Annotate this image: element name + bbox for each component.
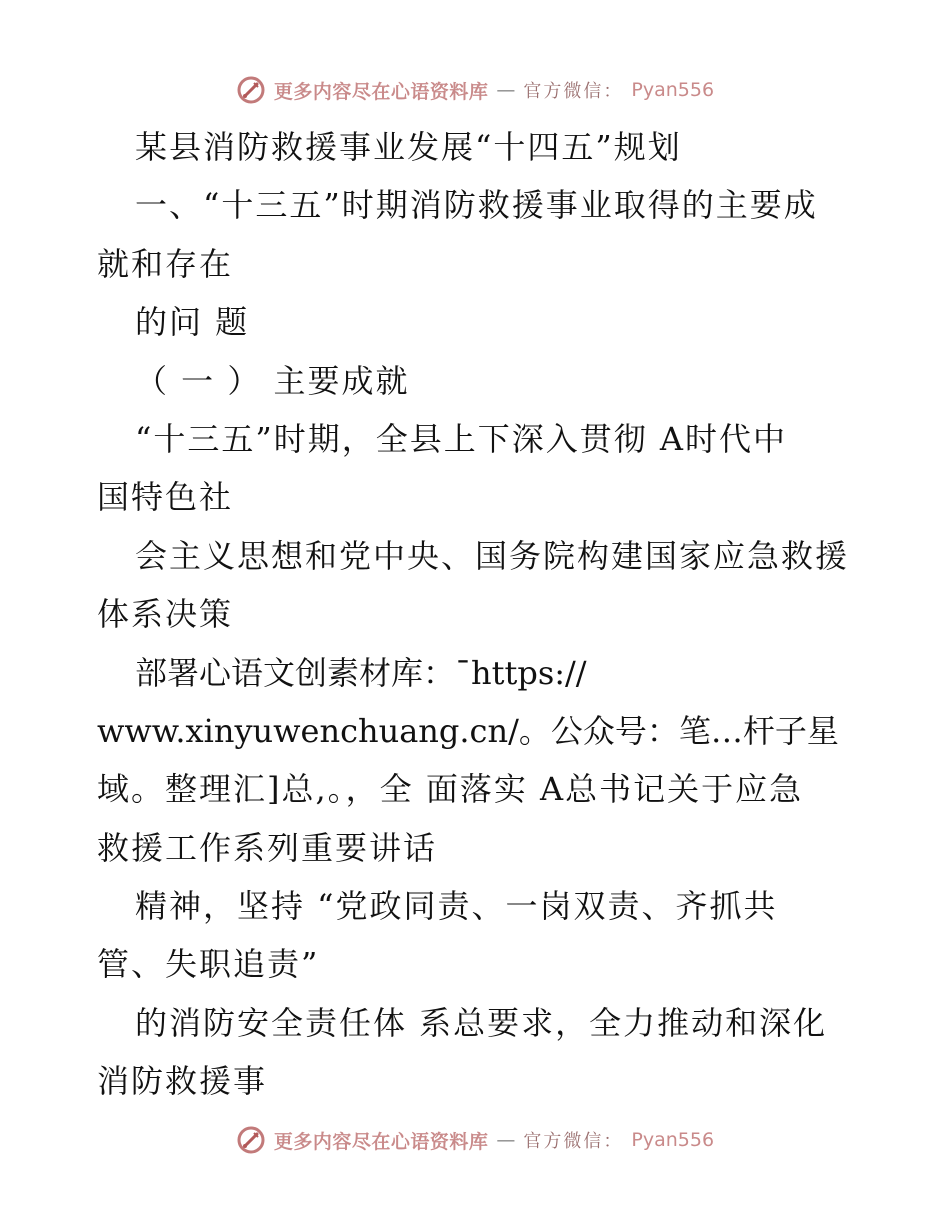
doc-line: 会主义思想和党中央、国务院构建国家应急救援	[135, 536, 850, 575]
pen-logo-icon	[236, 1125, 266, 1155]
doc-line: “十三五”时期，全县上下深入贯彻 A时代中	[135, 419, 788, 458]
banner-wechat-id: Pyan556	[631, 1129, 715, 1151]
banner-wechat-id: Pyan556	[631, 79, 715, 101]
doc-line: 精神，坚持 “党政同责、一岗双责、齐抓共	[135, 887, 778, 926]
footer-watermark-banner	[0, 1120, 950, 1160]
doc-line: www.xinyuwenchuang.cn/。公众号：笔…杆子星	[97, 711, 839, 750]
doc-line: 消防救援事	[97, 1062, 268, 1101]
doc-line: 的消防安全责任体 系总要求，全力推动和深化	[135, 1003, 828, 1042]
banner-library-text: 更多内容尽在心语资料库	[273, 1130, 489, 1153]
doc-line: 部署心语文创素材库：¯https://	[135, 653, 587, 692]
banner-wechat-label: 官方微信：	[523, 81, 624, 102]
header-watermark-banner	[0, 70, 950, 110]
pen-logo-icon	[236, 75, 266, 105]
doc-line: 体系决策	[97, 595, 234, 634]
doc-line: 一、“十三五”时期消防救援事业取得的主要成	[135, 186, 818, 225]
doc-line: 域。整理汇]总,。，全 面落实 A总书记关于应急	[97, 770, 804, 809]
doc-section-heading: （ 一 ） 主要成就	[135, 361, 410, 400]
banner-dash: —	[496, 79, 516, 101]
document-body	[97, 118, 867, 1111]
doc-line: 就和存在	[97, 244, 234, 283]
doc-line: 管、失职追责”	[97, 945, 320, 984]
banner-library-text: 更多内容尽在心语资料库	[273, 80, 489, 103]
banner-wechat-label: 官方微信：	[523, 1131, 624, 1152]
banner-dash: —	[496, 1129, 516, 1151]
doc-line: 的问 题	[135, 303, 250, 342]
doc-title: 某县消防救援事业发展“十四五”规划	[135, 128, 682, 166]
doc-line: 国特色社	[97, 478, 234, 517]
doc-line: 救援工作系列重要讲话	[97, 828, 438, 867]
